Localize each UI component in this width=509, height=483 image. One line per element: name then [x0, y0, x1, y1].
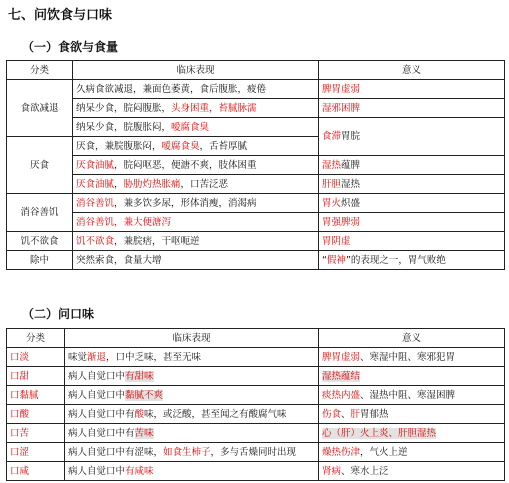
text-segment: “ [322, 254, 327, 266]
text-segment: 病人自觉口中 [68, 465, 126, 477]
symptom-cell [65, 405, 319, 424]
text-segment: 味，或泛酸，甚至闻之有酸腐气味 [144, 408, 287, 420]
text-segment: 、湿热中阻、寒湿困脾 [360, 389, 456, 401]
text-segment: 燥热伤津 [322, 446, 361, 458]
text-segment: 酸 [134, 408, 145, 420]
symptom-cell [65, 462, 319, 481]
table-row [7, 213, 505, 232]
text-segment: 久病食欲减退，兼面色萎黄，食后腹胀，疲倦 [76, 83, 267, 95]
meaning-cell [319, 156, 505, 175]
category-cell: 口酸 [7, 405, 65, 424]
text-segment: ， [114, 178, 124, 190]
text-segment: 消谷善饥 [76, 197, 115, 209]
text-segment: 病人自觉口中有涩味， [68, 446, 164, 458]
text-segment: 、寒水上泛 [341, 465, 389, 477]
text-segment: 伤食 [322, 408, 342, 420]
category-cell: 除中 [7, 251, 73, 270]
text-segment: 有甜味 [125, 370, 154, 382]
meaning-cell [319, 443, 505, 462]
text-segment: 病人自觉口中 [68, 389, 126, 401]
text-segment: 厌食油腻 [76, 178, 115, 190]
appetite-table [6, 60, 505, 270]
category-cell: 消谷善饥 [7, 194, 73, 232]
symptom-cell [73, 137, 319, 156]
header-category: 分类 [7, 329, 65, 348]
text-segment: 头身困重，苔腻脉濡 [171, 102, 257, 114]
category-cell: 口涩 [7, 443, 65, 462]
header-meaning: 意义 [319, 61, 505, 80]
meaning-cell [319, 213, 505, 232]
text-segment: 胃郁热 [360, 408, 389, 420]
category-cell: 口苦 [7, 424, 65, 443]
table-row [7, 99, 505, 118]
table-row [7, 118, 505, 137]
appetite-header-row [7, 61, 505, 80]
symptom-cell [65, 386, 319, 405]
meaning-cell [319, 348, 505, 367]
meaning-cell [319, 405, 505, 424]
text-segment: 消谷善饥，兼大便溏泻 [76, 216, 172, 228]
text-segment: 病人自觉口中有 [68, 408, 135, 420]
text-segment: 饥不欲食 [76, 235, 115, 247]
text-segment: 湿邪困脾 [322, 102, 361, 114]
symptom-cell [65, 424, 319, 443]
text-segment: 苦味 [134, 427, 154, 439]
meaning-cell [319, 194, 505, 213]
table-row [7, 348, 505, 367]
meaning-cell [319, 118, 505, 156]
category-cell: 口黏腻 [7, 386, 65, 405]
text-segment: 假神 [326, 254, 346, 266]
section-title: 七、问饮食与口味 [8, 8, 113, 23]
symptom-cell [73, 156, 319, 175]
text-segment: 厌食油腻 [76, 159, 115, 171]
meaning-cell [319, 232, 505, 251]
table-row [7, 443, 505, 462]
table-row [7, 405, 505, 424]
meaning-cell [319, 386, 505, 405]
text-segment: 痰热内盛 [322, 389, 361, 401]
meaning-cell [319, 99, 505, 118]
text-segment: ，舌苔厚腻 [199, 140, 248, 152]
text-segment: 有咸味 [125, 465, 154, 477]
symptom-cell [73, 80, 319, 99]
category-cell: 口咸 [7, 462, 65, 481]
text-segment: 心（肝）火上炎、肝胆湿热 [322, 427, 437, 439]
text-segment: 肝胆 [322, 178, 342, 190]
text-segment: 胃阴虚 [322, 235, 351, 247]
text-segment: 湿热 [341, 178, 361, 190]
meaning-cell [319, 462, 505, 481]
text-segment: 味觉 [68, 351, 88, 363]
text-segment: 湿热蕴结 [322, 370, 361, 382]
text-segment: 病人自觉口中有 [68, 427, 135, 439]
table-row [7, 251, 505, 270]
text-segment: 湿热 [322, 159, 342, 171]
category-cell: 食欲减退 [7, 80, 73, 137]
category-cell: 饥不欲食 [7, 232, 73, 251]
symptom-cell [73, 251, 319, 270]
meaning-cell [319, 80, 505, 99]
symptom-cell [65, 443, 319, 462]
taste-table [6, 328, 505, 481]
text-segment: 胁肋灼热胀痛 [123, 178, 181, 190]
symptom-cell [73, 175, 319, 194]
text-segment: 炽盛 [341, 197, 361, 209]
text-segment: 纳呆少食，脘腹胀闷， [76, 121, 172, 133]
meaning-cell [319, 424, 505, 443]
text-segment: ，口中乏味，甚至无味 [106, 351, 202, 363]
table-row [7, 424, 505, 443]
table-row [7, 175, 505, 194]
table-row [7, 462, 505, 481]
table-row [7, 80, 505, 99]
text-segment: 、寒湿中阻、寒邪犯胃 [360, 351, 456, 363]
text-segment: 纳呆少食，脘闷腹胀， [76, 102, 172, 114]
text-segment: 如食生柿子 [163, 446, 211, 458]
text-segment: ”的表现之一，胃气败绝 [345, 254, 446, 266]
text-segment: 、 [341, 408, 351, 420]
text-segment: 厌食，兼脘腹胀闷， [76, 140, 162, 152]
category-cell: 厌食 [7, 137, 73, 194]
table-row [7, 156, 505, 175]
header-meaning: 意义 [319, 329, 505, 348]
header-category: 分类 [7, 61, 73, 80]
text-segment: ，兼脘痞，干呕呃逆 [114, 235, 200, 247]
table-row [7, 386, 505, 405]
text-segment: 食滞 [322, 131, 342, 142]
text-segment: 黏腻不爽 [125, 389, 164, 401]
text-segment: 蕴脾 [341, 159, 361, 171]
symptom-cell [73, 213, 319, 232]
text-segment: ，脘闷呕恶，便溏不爽，肢体困重 [114, 159, 257, 171]
text-segment: 嗳腐食臭 [161, 140, 200, 152]
meaning-cell [319, 251, 505, 270]
table-row [7, 367, 505, 386]
text-segment: 胃脘 [341, 131, 361, 142]
text-segment: 胃火 [322, 197, 342, 209]
text-segment: 嗳腐食臭 [171, 121, 210, 133]
header-symptom: 临床表现 [65, 329, 319, 348]
text-segment: ，气火上逆 [360, 446, 408, 458]
symptom-cell [65, 348, 319, 367]
text-segment: 脾胃虚弱 [322, 351, 361, 363]
table-row [7, 232, 505, 251]
text-segment: ，多与舌燥同时出现 [210, 446, 297, 458]
symptom-cell [73, 99, 319, 118]
category-cell: 口淡 [7, 348, 65, 367]
text-segment: 脾胃虚弱 [322, 83, 361, 95]
taste-heading: （二）问口味 [22, 307, 95, 321]
table-row [7, 194, 505, 213]
text-segment: 渐退 [87, 351, 107, 363]
symptom-cell [73, 232, 319, 251]
text-segment: 肾病 [322, 465, 342, 477]
symptom-cell [73, 194, 319, 213]
text-segment: 胃强脾弱 [322, 216, 361, 228]
appetite-heading: （一）食欲与食量 [22, 40, 119, 54]
symptom-cell [73, 118, 319, 137]
text-segment: 突然索食，食量大增 [76, 254, 162, 266]
text-segment: 病人自觉口中 [68, 370, 126, 382]
taste-header-row [7, 329, 505, 348]
meaning-cell [319, 367, 505, 386]
category-cell: 口甜 [7, 367, 65, 386]
symptom-cell [65, 367, 319, 386]
meaning-cell [319, 175, 505, 194]
text-segment: ，兼多饮多尿，形体消瘦，消渴病 [114, 197, 257, 209]
text-segment: ，口苦泛恶 [180, 178, 229, 190]
header-symptom: 临床表现 [73, 61, 319, 80]
text-segment: 肝 [350, 408, 361, 420]
